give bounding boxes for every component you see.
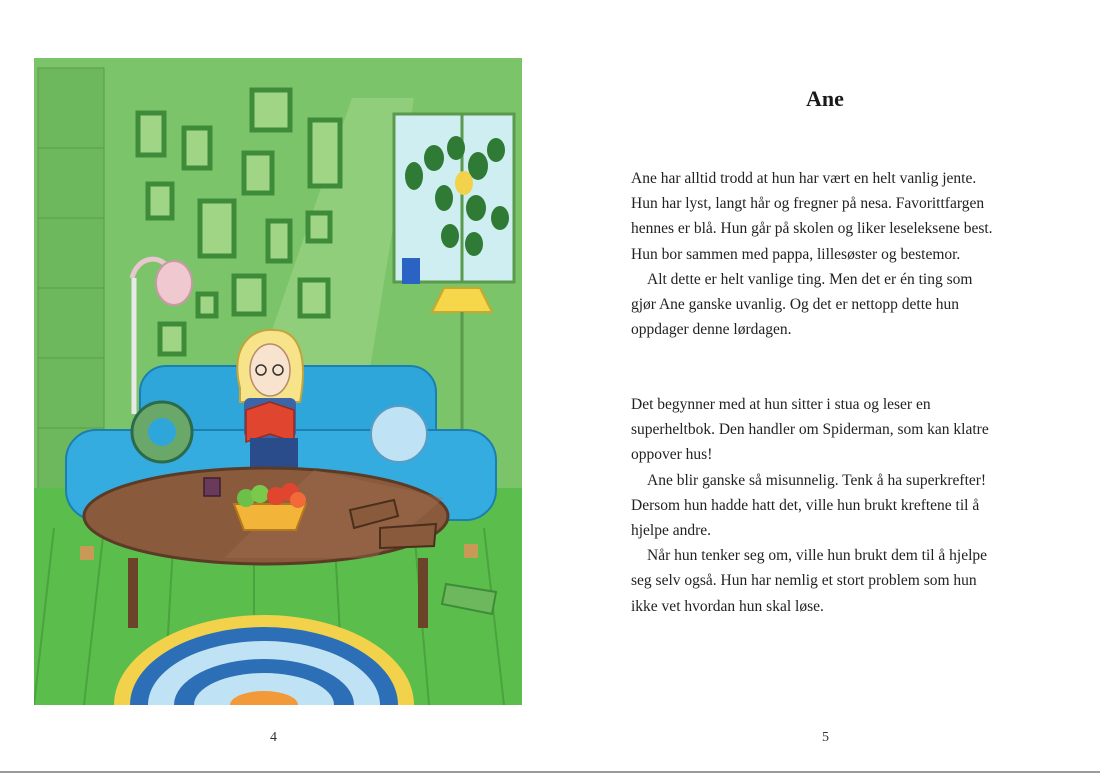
- paragraph: [631, 543, 1031, 619]
- text-line: Hun bor sammen med pappa, lillesøster og bestemor.: [631, 245, 961, 263]
- chapter-title: Ane: [806, 86, 844, 111]
- paragraph: [631, 392, 1031, 468]
- text-line: ikke vet hvordan hun skal løse.: [631, 597, 824, 615]
- text-line: Dersom hun hadde hatt det, ville hun brukt kreftene til å: [631, 496, 980, 514]
- text-line: gjør Ane ganske uvanlig. Og det er nettopp dette hun: [631, 296, 960, 314]
- paragraph: [631, 267, 1031, 343]
- text-line: seg selv også. Hun har nemlig et stort problem som hun: [631, 572, 977, 590]
- text-line: Det begynner med at hun sitter i stua og leser en: [631, 396, 931, 413]
- paragraph: [631, 166, 1031, 267]
- page-number-left: 4: [270, 730, 277, 745]
- text-line: oppover hus!: [631, 446, 713, 464]
- text-line: Ane har alltid trodd at hun har vært en helt vanlig jente.: [631, 170, 977, 187]
- page-number-right: 5: [822, 730, 829, 745]
- paragraph: [631, 468, 1031, 544]
- living-room-illustration: [34, 58, 522, 705]
- text-section-2: [631, 392, 1031, 619]
- text-line: hennes er blå. Hun går på skolen og liker leseleksene best.: [631, 220, 993, 238]
- text-section-1: [631, 166, 1031, 342]
- text-line: hjelpe andre.: [631, 522, 712, 540]
- text-line: Hun har lyst, langt hår og fregner på nesa. Favorittfargen: [631, 195, 985, 213]
- text-line: oppdager denne lørdagen.: [631, 321, 792, 339]
- text-line: Når hun tenker seg om, ville hun brukt dem til å hjelpe: [647, 547, 988, 565]
- text-line: Ane blir ganske så misunnelig. Tenk å ha superkrefter!: [647, 471, 987, 489]
- text-line: superheltbok. Den handler om Spiderman, som kan klatre: [631, 421, 989, 439]
- text-line: Alt dette er helt vanlige ting. Men det er én ting som: [647, 270, 973, 288]
